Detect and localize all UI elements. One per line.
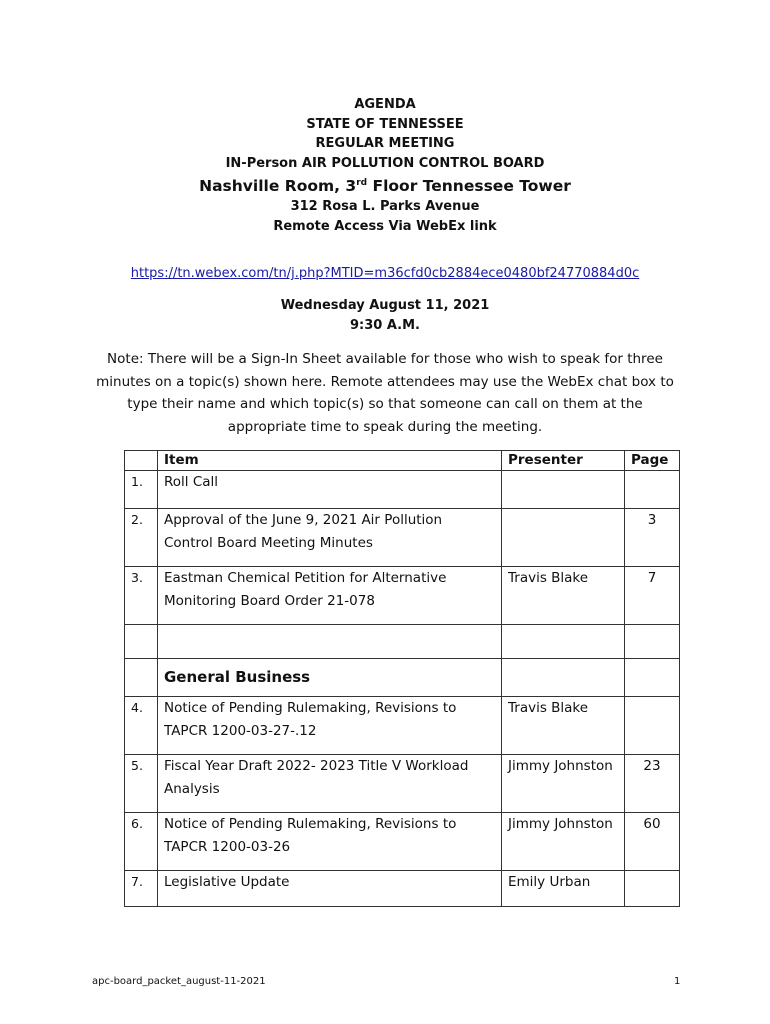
agenda-header [0, 95, 770, 236]
footer-page-number: 1 [674, 976, 681, 987]
general-business-heading: General Business [164, 667, 311, 686]
row-page [625, 697, 680, 755]
blank-cell [502, 625, 625, 659]
meeting-type: REGULAR MEETING [315, 136, 455, 151]
section-row [125, 659, 680, 697]
table-row [125, 471, 680, 509]
webex-link[interactable]: https://tn.webex.com/tn/j.php?MTID=m36cfd0cb2884ece0480bf24770884d0c [130, 266, 640, 281]
row-page: 3 [625, 509, 680, 567]
blank-cell [125, 625, 158, 659]
row-number: 4. [125, 697, 158, 755]
row-number: 2. [125, 509, 158, 567]
meeting-address: 312 Rosa L. Parks Avenue [290, 199, 480, 215]
table-row [125, 697, 680, 755]
table-row [125, 755, 680, 813]
blank-cell [502, 659, 625, 697]
meeting-location [0, 173, 770, 197]
row-number: 6. [125, 813, 158, 871]
row-item: Notice of Pending Rulemaking, Revisions to TAPCR 1200-03-26 [158, 813, 502, 871]
row-page [625, 471, 680, 509]
row-item: Notice of Pending Rulemaking, Revisions to TAPCR 1200-03-27-.12 [158, 697, 502, 755]
state-name: STATE OF TENNESSEE [306, 116, 464, 132]
row-item: Fiscal Year Draft 2022- 2023 Title V Workload Analysis [158, 755, 502, 813]
row-presenter: Travis Blake [502, 567, 625, 625]
header-num [125, 451, 158, 471]
row-presenter: Travis Blake [502, 697, 625, 755]
table-row [125, 813, 680, 871]
location-ordinal: rd [356, 178, 368, 188]
row-presenter [502, 471, 625, 509]
row-number: 7. [125, 871, 158, 907]
table-row [125, 567, 680, 625]
row-page: 23 [625, 755, 680, 813]
sign-in-note: Note: There will be a Sign-In Sheet available for those who wish to speak for three minutes on a topic(s) shown here. Remote attendees may use the WebEx chat box to type their name and which topic(s) so that someone can call on them at the appropriate time to speak during the meeting. [96, 351, 674, 435]
location-floor: Floor Tennessee Tower [367, 177, 571, 196]
section-title [158, 659, 502, 697]
header-item: Item [158, 451, 502, 471]
row-item: Legislative Update [158, 871, 502, 907]
meeting-time: 9:30 A.M. [350, 317, 420, 333]
row-presenter: Emily Urban [502, 871, 625, 907]
blank-cell [158, 625, 502, 659]
row-item: Approval of the June 9, 2021 Air Pollution Control Board Meeting Minutes [158, 509, 502, 567]
row-presenter: Jimmy Johnston [502, 755, 625, 813]
row-presenter [502, 509, 625, 567]
location-room: Nashville Room, 3 [199, 177, 357, 196]
row-page: 60 [625, 813, 680, 871]
row-page: 7 [625, 567, 680, 625]
meeting-datetime [0, 296, 770, 335]
blank-cell [625, 625, 680, 659]
row-item: Roll Call [158, 471, 502, 509]
row-page [625, 871, 680, 907]
board-name: IN-Person AIR POLLUTION CONTROL BOARD [225, 155, 545, 171]
agenda-table [124, 450, 680, 907]
row-number: 1. [125, 471, 158, 509]
blank-cell [625, 659, 680, 697]
header-page: Page [625, 451, 680, 471]
agenda-title: AGENDA [354, 97, 416, 112]
row-number: 5. [125, 755, 158, 813]
table-row-blank [125, 625, 680, 659]
row-item: Eastman Chemical Petition for Alternative Monitoring Board Order 21-078 [158, 567, 502, 625]
row-number: 3. [125, 567, 158, 625]
footer-filename: apc-board_packet_august-11-2021 [92, 976, 266, 987]
table-row [125, 871, 680, 907]
row-presenter: Jimmy Johnston [502, 813, 625, 871]
remote-access-label: Remote Access Via WebEx link [273, 218, 497, 234]
meeting-date: Wednesday August 11, 2021 [280, 298, 490, 313]
table-header-row [125, 451, 680, 471]
header-presenter: Presenter [502, 451, 625, 471]
table-row [125, 509, 680, 567]
blank-cell [125, 659, 158, 697]
